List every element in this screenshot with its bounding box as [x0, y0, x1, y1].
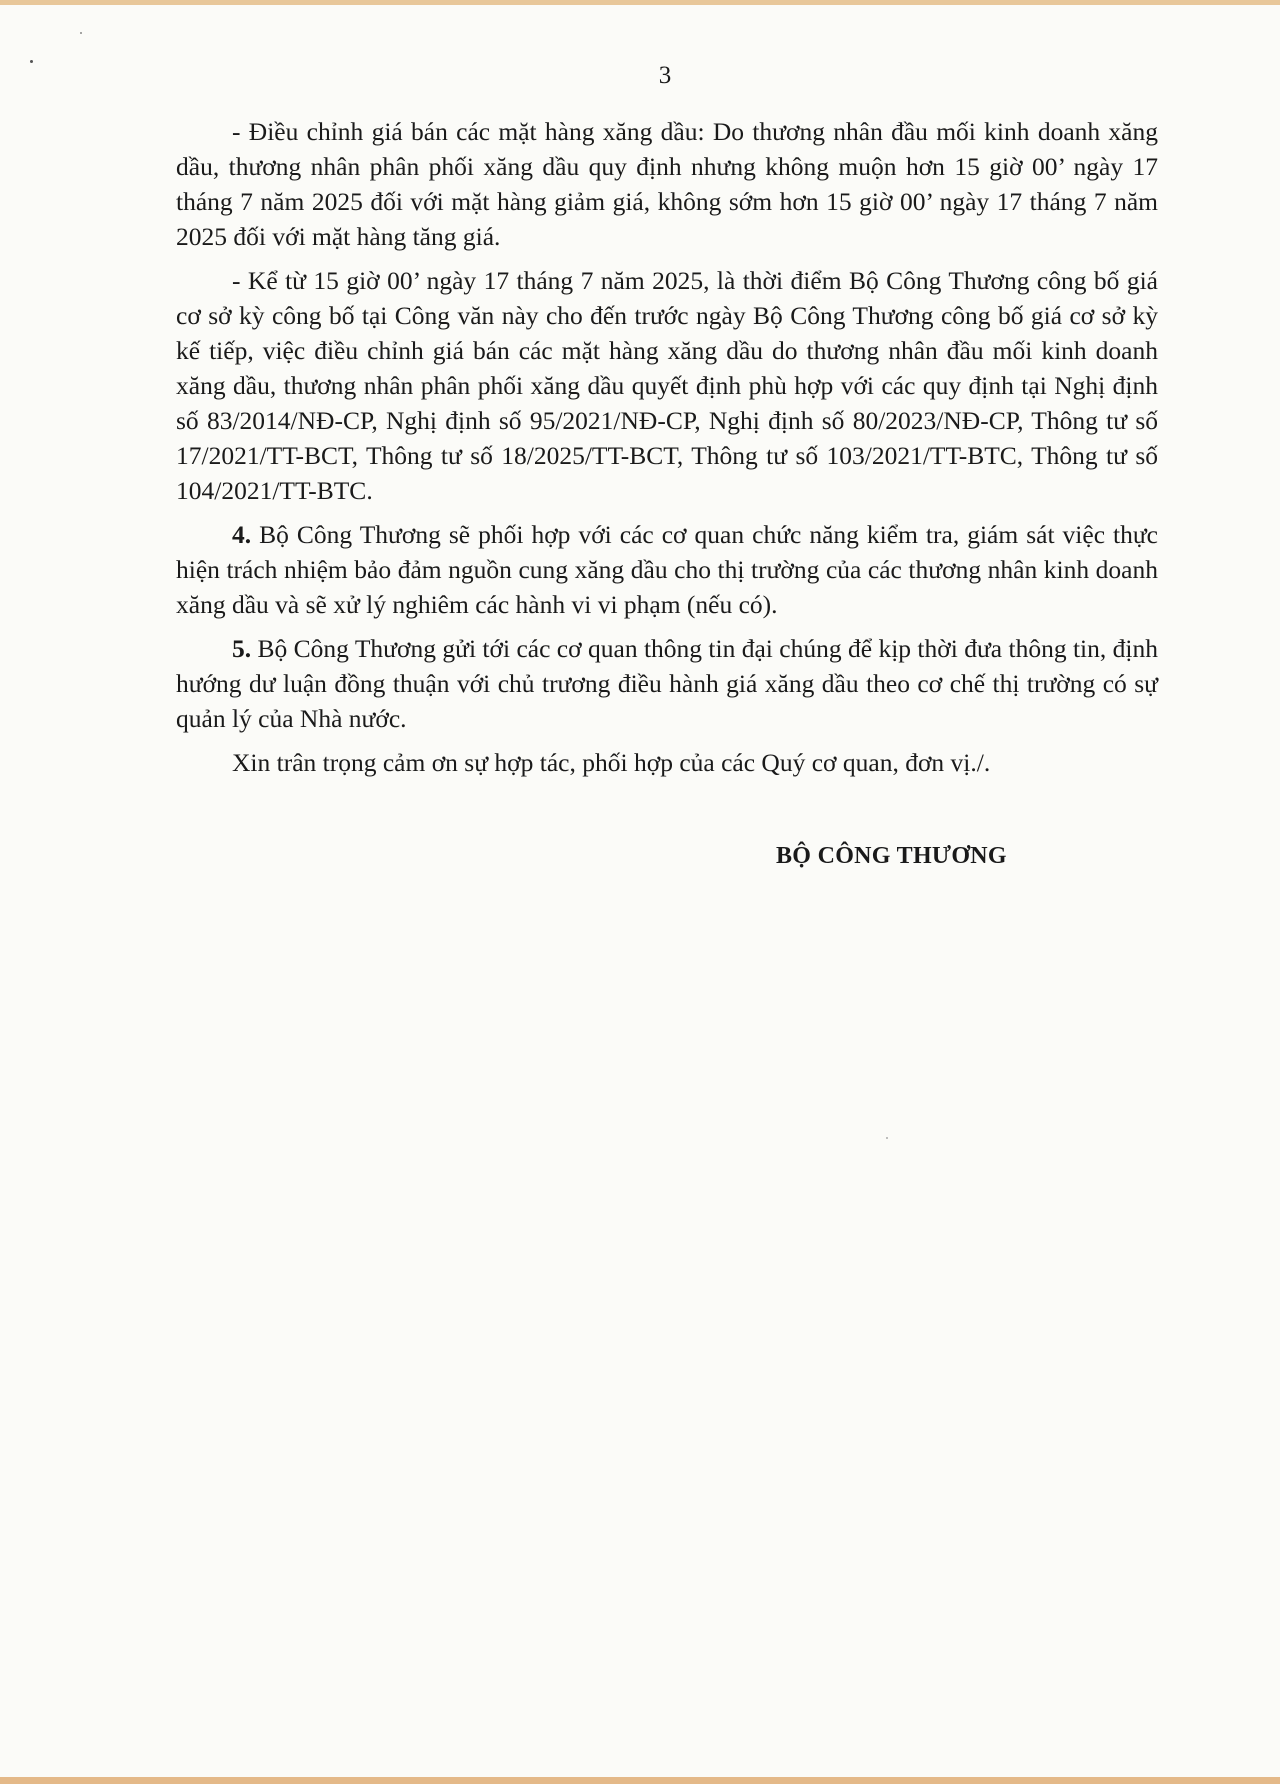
paragraph-price-adjustment	[176, 114, 1158, 254]
scan-edge-top	[0, 0, 1280, 5]
page-number: 3	[658, 62, 672, 89]
item-number: 5.	[232, 634, 252, 663]
paragraph-item-4	[176, 517, 1158, 622]
paragraph-item-5	[176, 631, 1158, 736]
paragraph-text: - Kể từ 15 giờ 00’ ngày 17 tháng 7 năm 2025, là thời điểm Bộ Công Thương công bố giá cơ sở kỳ công bố tại Công văn này cho đến trước ngày Bộ Công Thương công bố giá cơ sở kỳ kế tiếp, việc điều chỉnh giá bán các mặt hàng xăng dầu do thương nhân đầu mối kinh doanh xăng dầu, thương nhân phân phối xăng dầu quyết định phù hợp với các quy định tại Nghị định số 83/2014/NĐ-CP, Nghị định số 95/2021/NĐ-CP, Nghị định số 80/2023/NĐ-CP, Thông tư số 17/2021/TT-BCT, Thông tư số 18/2025/TT-BCT, Thông tư số 103/2021/TT-BTC, Thông tư số 104/2021/TT-BTC.	[176, 266, 1158, 505]
paragraph-text: - Điều chỉnh giá bán các mặt hàng xăng dầu: Do thương nhân đầu mối kinh doanh xăng dầu, thương nhân phân phối xăng dầu quy định nhưng không muộn hơn 15 giờ 00’ ngày 17 tháng 7 năm 2025 đối với mặt hàng giảm giá, không sớm hơn 15 giờ 00’ ngày 17 tháng 7 năm 2025 đối với mặt hàng tăng giá.	[176, 117, 1158, 251]
scan-speck	[80, 32, 82, 34]
signature-block: BỘ CÔNG THƯƠNG	[776, 843, 1007, 869]
scan-edge-bottom	[0, 1777, 1280, 1784]
scan-speck	[886, 1137, 888, 1139]
paragraph-text: Bộ Công Thương gửi tới các cơ quan thông tin đại chúng để kịp thời đưa thông tin, định hướng dư luận đồng thuận với chủ trương điều hành giá xăng dầu theo cơ chế thị trường có sự quản lý của Nhà nước.	[176, 634, 1158, 733]
paragraph-text: Bộ Công Thương sẽ phối hợp với các cơ quan chức năng kiểm tra, giám sát việc thực hiện trách nhiệm bảo đảm nguồn cung xăng dầu cho thị trường của các thương nhân kinh doanh xăng dầu và sẽ xử lý nghiêm các hành vi vi phạm (nếu có).	[176, 520, 1158, 619]
document-body	[176, 114, 1158, 780]
paragraph-effective-time	[176, 263, 1158, 508]
closing-line: Xin trân trọng cảm ơn sự hợp tác, phối hợp của các Quý cơ quan, đơn vị./.	[232, 748, 991, 777]
item-number: 4.	[232, 520, 252, 549]
